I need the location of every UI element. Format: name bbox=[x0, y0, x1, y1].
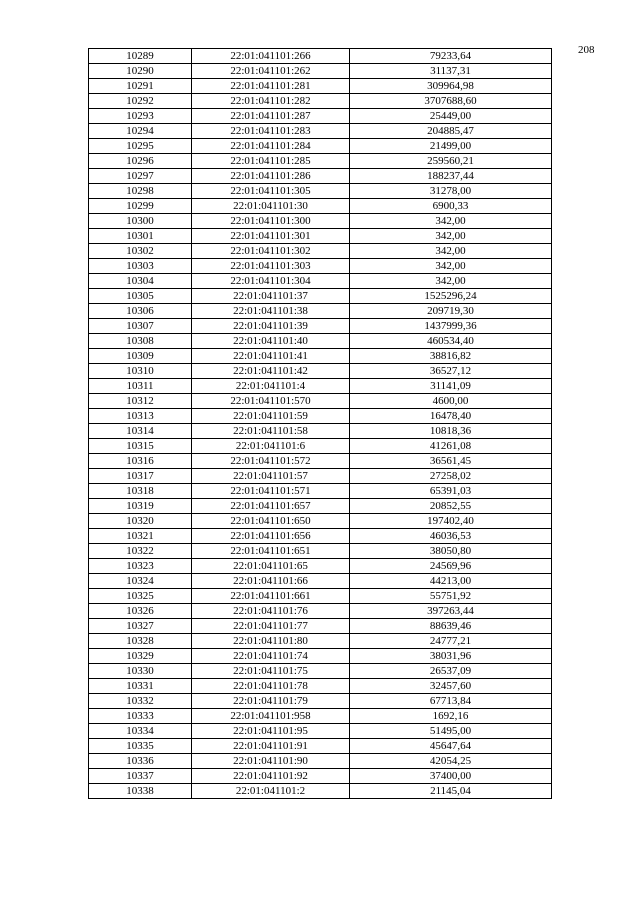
value-cell: 209719,30 bbox=[350, 304, 552, 319]
table-row bbox=[89, 229, 552, 244]
row-number-cell: 10318 bbox=[89, 484, 192, 499]
table-row bbox=[89, 94, 552, 109]
table-row bbox=[89, 334, 552, 349]
value-cell: 32457,60 bbox=[350, 679, 552, 694]
cadastral-number-cell: 22:01:041101:266 bbox=[192, 49, 350, 64]
table-row bbox=[89, 484, 552, 499]
cadastral-number-cell: 22:01:041101:66 bbox=[192, 574, 350, 589]
table-row bbox=[89, 499, 552, 514]
table-row bbox=[89, 649, 552, 664]
row-number-cell: 10328 bbox=[89, 634, 192, 649]
table-row bbox=[89, 529, 552, 544]
row-number-cell: 10306 bbox=[89, 304, 192, 319]
row-number-cell: 10320 bbox=[89, 514, 192, 529]
table-row bbox=[89, 64, 552, 79]
cadastral-number-cell: 22:01:041101:57 bbox=[192, 469, 350, 484]
row-number-cell: 10335 bbox=[89, 739, 192, 754]
row-number-cell: 10334 bbox=[89, 724, 192, 739]
table-row bbox=[89, 379, 552, 394]
row-number-cell: 10310 bbox=[89, 364, 192, 379]
table-row bbox=[89, 154, 552, 169]
table-row bbox=[89, 664, 552, 679]
row-number-cell: 10291 bbox=[89, 79, 192, 94]
cadastral-number-cell: 22:01:041101:283 bbox=[192, 124, 350, 139]
row-number-cell: 10295 bbox=[89, 139, 192, 154]
table-row bbox=[89, 469, 552, 484]
row-number-cell: 10313 bbox=[89, 409, 192, 424]
cadastral-number-cell: 22:01:041101:58 bbox=[192, 424, 350, 439]
cadastral-number-cell: 22:01:041101:59 bbox=[192, 409, 350, 424]
value-cell: 197402,40 bbox=[350, 514, 552, 529]
value-cell: 31278,00 bbox=[350, 184, 552, 199]
value-cell: 1692,16 bbox=[350, 709, 552, 724]
row-number-cell: 10304 bbox=[89, 274, 192, 289]
table-row bbox=[89, 604, 552, 619]
row-number-cell: 10326 bbox=[89, 604, 192, 619]
table-row bbox=[89, 424, 552, 439]
cadastral-number-cell: 22:01:041101:95 bbox=[192, 724, 350, 739]
cadastral-number-cell: 22:01:041101:304 bbox=[192, 274, 350, 289]
cadastral-number-cell: 22:01:041101:958 bbox=[192, 709, 350, 724]
value-cell: 1437999,36 bbox=[350, 319, 552, 334]
page-number: 208 bbox=[578, 44, 595, 56]
value-cell: 24569,96 bbox=[350, 559, 552, 574]
row-number-cell: 10316 bbox=[89, 454, 192, 469]
cadastral-number-cell: 22:01:041101:300 bbox=[192, 214, 350, 229]
value-cell: 67713,84 bbox=[350, 694, 552, 709]
value-cell: 37400,00 bbox=[350, 769, 552, 784]
cadastral-number-cell: 22:01:041101:65 bbox=[192, 559, 350, 574]
table-row bbox=[89, 409, 552, 424]
value-cell: 460534,40 bbox=[350, 334, 552, 349]
cadastral-number-cell: 22:01:041101:38 bbox=[192, 304, 350, 319]
row-number-cell: 10322 bbox=[89, 544, 192, 559]
row-number-cell: 10311 bbox=[89, 379, 192, 394]
table-row bbox=[89, 589, 552, 604]
value-cell: 38816,82 bbox=[350, 349, 552, 364]
table-row bbox=[89, 439, 552, 454]
value-cell: 342,00 bbox=[350, 244, 552, 259]
row-number-cell: 10290 bbox=[89, 64, 192, 79]
row-number-cell: 10296 bbox=[89, 154, 192, 169]
registry-table-body bbox=[89, 49, 552, 799]
cadastral-number-cell: 22:01:041101:281 bbox=[192, 79, 350, 94]
value-cell: 309964,98 bbox=[350, 79, 552, 94]
value-cell: 42054,25 bbox=[350, 754, 552, 769]
cadastral-number-cell: 22:01:041101:80 bbox=[192, 634, 350, 649]
row-number-cell: 10321 bbox=[89, 529, 192, 544]
cadastral-number-cell: 22:01:041101:6 bbox=[192, 439, 350, 454]
table-row bbox=[89, 514, 552, 529]
value-cell: 397263,44 bbox=[350, 604, 552, 619]
cadastral-number-cell: 22:01:041101:656 bbox=[192, 529, 350, 544]
row-number-cell: 10300 bbox=[89, 214, 192, 229]
value-cell: 31141,09 bbox=[350, 379, 552, 394]
row-number-cell: 10299 bbox=[89, 199, 192, 214]
row-number-cell: 10325 bbox=[89, 589, 192, 604]
row-number-cell: 10312 bbox=[89, 394, 192, 409]
row-number-cell: 10331 bbox=[89, 679, 192, 694]
table-row bbox=[89, 319, 552, 334]
cadastral-number-cell: 22:01:041101:77 bbox=[192, 619, 350, 634]
row-number-cell: 10324 bbox=[89, 574, 192, 589]
cadastral-number-cell: 22:01:041101:305 bbox=[192, 184, 350, 199]
row-number-cell: 10305 bbox=[89, 289, 192, 304]
table-row bbox=[89, 739, 552, 754]
value-cell: 55751,92 bbox=[350, 589, 552, 604]
value-cell: 41261,08 bbox=[350, 439, 552, 454]
value-cell: 26537,09 bbox=[350, 664, 552, 679]
row-number-cell: 10294 bbox=[89, 124, 192, 139]
row-number-cell: 10338 bbox=[89, 784, 192, 799]
table-row bbox=[89, 724, 552, 739]
row-number-cell: 10332 bbox=[89, 694, 192, 709]
registry-table bbox=[88, 48, 552, 799]
table-row bbox=[89, 679, 552, 694]
value-cell: 51495,00 bbox=[350, 724, 552, 739]
cadastral-number-cell: 22:01:041101:74 bbox=[192, 649, 350, 664]
value-cell: 20852,55 bbox=[350, 499, 552, 514]
row-number-cell: 10303 bbox=[89, 259, 192, 274]
table-row bbox=[89, 79, 552, 94]
cadastral-number-cell: 22:01:041101:79 bbox=[192, 694, 350, 709]
table-row bbox=[89, 634, 552, 649]
table-row bbox=[89, 364, 552, 379]
row-number-cell: 10317 bbox=[89, 469, 192, 484]
row-number-cell: 10319 bbox=[89, 499, 192, 514]
row-number-cell: 10308 bbox=[89, 334, 192, 349]
value-cell: 4600,00 bbox=[350, 394, 552, 409]
value-cell: 36561,45 bbox=[350, 454, 552, 469]
value-cell: 342,00 bbox=[350, 259, 552, 274]
table-row bbox=[89, 274, 552, 289]
table-row bbox=[89, 259, 552, 274]
value-cell: 44213,00 bbox=[350, 574, 552, 589]
cadastral-number-cell: 22:01:041101:92 bbox=[192, 769, 350, 784]
table-row bbox=[89, 694, 552, 709]
value-cell: 342,00 bbox=[350, 274, 552, 289]
row-number-cell: 10293 bbox=[89, 109, 192, 124]
row-number-cell: 10292 bbox=[89, 94, 192, 109]
table-row bbox=[89, 754, 552, 769]
cadastral-number-cell: 22:01:041101:661 bbox=[192, 589, 350, 604]
table-row bbox=[89, 769, 552, 784]
value-cell: 6900,33 bbox=[350, 199, 552, 214]
row-number-cell: 10309 bbox=[89, 349, 192, 364]
value-cell: 45647,64 bbox=[350, 739, 552, 754]
value-cell: 342,00 bbox=[350, 229, 552, 244]
cadastral-number-cell: 22:01:041101:650 bbox=[192, 514, 350, 529]
cadastral-number-cell: 22:01:041101:262 bbox=[192, 64, 350, 79]
table-row bbox=[89, 544, 552, 559]
row-number-cell: 10333 bbox=[89, 709, 192, 724]
value-cell: 24777,21 bbox=[350, 634, 552, 649]
cadastral-number-cell: 22:01:041101:4 bbox=[192, 379, 350, 394]
cadastral-number-cell: 22:01:041101:2 bbox=[192, 784, 350, 799]
cadastral-number-cell: 22:01:041101:75 bbox=[192, 664, 350, 679]
cadastral-number-cell: 22:01:041101:651 bbox=[192, 544, 350, 559]
value-cell: 204885,47 bbox=[350, 124, 552, 139]
cadastral-number-cell: 22:01:041101:301 bbox=[192, 229, 350, 244]
value-cell: 21145,04 bbox=[350, 784, 552, 799]
cadastral-number-cell: 22:01:041101:42 bbox=[192, 364, 350, 379]
table-row bbox=[89, 199, 552, 214]
table-row bbox=[89, 289, 552, 304]
cadastral-number-cell: 22:01:041101:30 bbox=[192, 199, 350, 214]
row-number-cell: 10289 bbox=[89, 49, 192, 64]
row-number-cell: 10330 bbox=[89, 664, 192, 679]
value-cell: 46036,53 bbox=[350, 529, 552, 544]
table-row bbox=[89, 49, 552, 64]
cadastral-number-cell: 22:01:041101:91 bbox=[192, 739, 350, 754]
table-row bbox=[89, 709, 552, 724]
cadastral-number-cell: 22:01:041101:37 bbox=[192, 289, 350, 304]
value-cell: 16478,40 bbox=[350, 409, 552, 424]
value-cell: 79233,64 bbox=[350, 49, 552, 64]
cadastral-number-cell: 22:01:041101:78 bbox=[192, 679, 350, 694]
cadastral-number-cell: 22:01:041101:572 bbox=[192, 454, 350, 469]
row-number-cell: 10307 bbox=[89, 319, 192, 334]
cadastral-number-cell: 22:01:041101:40 bbox=[192, 334, 350, 349]
cadastral-number-cell: 22:01:041101:41 bbox=[192, 349, 350, 364]
table-row bbox=[89, 619, 552, 634]
value-cell: 342,00 bbox=[350, 214, 552, 229]
row-number-cell: 10302 bbox=[89, 244, 192, 259]
value-cell: 38031,96 bbox=[350, 649, 552, 664]
row-number-cell: 10323 bbox=[89, 559, 192, 574]
value-cell: 21499,00 bbox=[350, 139, 552, 154]
cadastral-number-cell: 22:01:041101:285 bbox=[192, 154, 350, 169]
cadastral-number-cell: 22:01:041101:284 bbox=[192, 139, 350, 154]
value-cell: 259560,21 bbox=[350, 154, 552, 169]
cadastral-number-cell: 22:01:041101:287 bbox=[192, 109, 350, 124]
row-number-cell: 10314 bbox=[89, 424, 192, 439]
value-cell: 88639,46 bbox=[350, 619, 552, 634]
table-row bbox=[89, 349, 552, 364]
value-cell: 10818,36 bbox=[350, 424, 552, 439]
table-row bbox=[89, 454, 552, 469]
value-cell: 1525296,24 bbox=[350, 289, 552, 304]
row-number-cell: 10298 bbox=[89, 184, 192, 199]
row-number-cell: 10337 bbox=[89, 769, 192, 784]
table-row bbox=[89, 214, 552, 229]
cadastral-number-cell: 22:01:041101:90 bbox=[192, 754, 350, 769]
table-row bbox=[89, 139, 552, 154]
cadastral-number-cell: 22:01:041101:570 bbox=[192, 394, 350, 409]
table-row bbox=[89, 244, 552, 259]
cadastral-number-cell: 22:01:041101:286 bbox=[192, 169, 350, 184]
cadastral-number-cell: 22:01:041101:39 bbox=[192, 319, 350, 334]
cadastral-number-cell: 22:01:041101:282 bbox=[192, 94, 350, 109]
row-number-cell: 10329 bbox=[89, 649, 192, 664]
table-row bbox=[89, 574, 552, 589]
table-row bbox=[89, 559, 552, 574]
table-row bbox=[89, 169, 552, 184]
cadastral-number-cell: 22:01:041101:657 bbox=[192, 499, 350, 514]
cadastral-number-cell: 22:01:041101:303 bbox=[192, 259, 350, 274]
cadastral-number-cell: 22:01:041101:76 bbox=[192, 604, 350, 619]
value-cell: 38050,80 bbox=[350, 544, 552, 559]
table-row bbox=[89, 184, 552, 199]
table-row bbox=[89, 124, 552, 139]
table-row bbox=[89, 304, 552, 319]
row-number-cell: 10336 bbox=[89, 754, 192, 769]
cadastral-number-cell: 22:01:041101:302 bbox=[192, 244, 350, 259]
value-cell: 25449,00 bbox=[350, 109, 552, 124]
value-cell: 31137,31 bbox=[350, 64, 552, 79]
table-row bbox=[89, 109, 552, 124]
value-cell: 36527,12 bbox=[350, 364, 552, 379]
value-cell: 27258,02 bbox=[350, 469, 552, 484]
row-number-cell: 10301 bbox=[89, 229, 192, 244]
row-number-cell: 10327 bbox=[89, 619, 192, 634]
value-cell: 3707688,60 bbox=[350, 94, 552, 109]
table-row bbox=[89, 784, 552, 799]
cadastral-number-cell: 22:01:041101:571 bbox=[192, 484, 350, 499]
value-cell: 65391,03 bbox=[350, 484, 552, 499]
row-number-cell: 10297 bbox=[89, 169, 192, 184]
row-number-cell: 10315 bbox=[89, 439, 192, 454]
value-cell: 188237,44 bbox=[350, 169, 552, 184]
table-row bbox=[89, 394, 552, 409]
